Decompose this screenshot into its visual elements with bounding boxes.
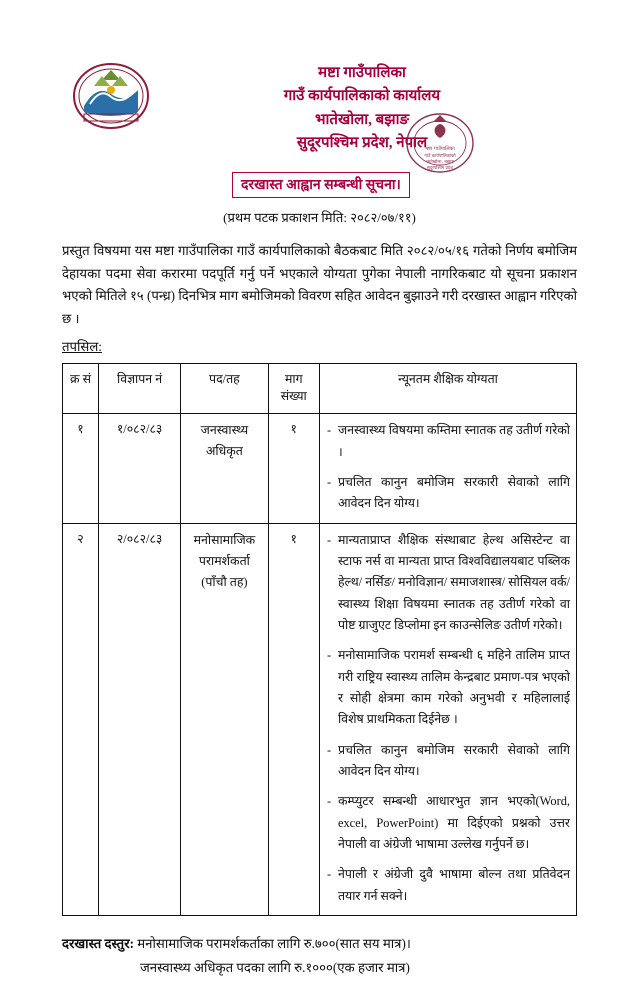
row2-advertisement-no: २/०८२/८३: [98, 523, 180, 915]
fee-line-1: [62, 932, 577, 956]
row2-post-level: (पाँचौ तह): [201, 574, 248, 589]
table-header: [63, 363, 577, 413]
table-body: [63, 414, 577, 916]
table-row: [63, 523, 577, 915]
th-serial: क्र सं: [63, 363, 99, 413]
row2-demand: १: [268, 523, 319, 915]
list-item: - मान्यताप्राप्त शैक्षिक संस्थाबाट हेल्थ असिस्टेन्ट वा स्टाफ नर्स वा मान्यता प्राप्त विश्वविद्यालयबाट पब्लिक हेल्थ/ नर्सिङ/ मनोविज्ञान/ समाजशास्त्र/ सोसियल वर्क/ स्वास्थ्य शिक्षा विषयमा स्नातक तह उतीर्ण गरेको वा पोष्ट ग्राजुएट डिप्लोमा इन काउन्सेलिङ उतीर्ण गरेको।: [326, 530, 570, 637]
row2-post: [181, 523, 268, 915]
list-item: - मनोसामाजिक परामर्श सम्बन्धी ६ महिने तालिम प्राप्त गरी राष्ट्रिय स्वास्थ्य तालिम केन्द्रबाट प्रमाण-पत्र भएको र सोही क्षेत्रमा काम गरेको अनुभवी र महिलालाई विशेष प्राथमिकता दिईनेछ ।: [326, 645, 570, 730]
org-line-4: सुदूरपश्चिम प्रदेश, नेपाल: [296, 134, 428, 151]
list-item: - प्रचलित कानुन बमोजिम सरकारी सेवाको लागि आवेदन दिन योग्य।: [326, 472, 570, 515]
row2-post-title: मनोसामाजिक परामर्शकर्ता: [193, 532, 256, 568]
organization-heading: [232, 62, 492, 155]
th-demand-number: माग संख्या: [268, 363, 319, 413]
row1-post: [181, 414, 268, 523]
th-advertisement-no: विज्ञापन नं: [98, 363, 180, 413]
fee-value-health-officer: जनस्वास्थ्य अधिकृत पदका लागि रु.१०००(एक हजार मात्र): [140, 960, 410, 976]
row1-serial: १: [63, 414, 99, 523]
org-line-1: मष्टा गाउँपालिका: [318, 65, 406, 81]
row1-qualifications: [319, 414, 576, 523]
org-line-2: गाउँ कार्यपालिकाको कार्यालय: [283, 88, 441, 105]
fee-value-counselor: मनोसामाजिक परामर्शकर्ताका लागि रु.७००(सात सय मात्र)।: [137, 935, 411, 951]
municipality-emblem: [72, 60, 150, 132]
vacancy-table: [62, 363, 577, 916]
document-header: [0, 0, 639, 193]
tapsil-label: तपसिल:: [62, 338, 102, 354]
row2-qualifications: [319, 523, 576, 915]
svg-text:सुदूरपश्चिम प्रदेश: सुदूरपश्चिम प्रदेश: [427, 165, 453, 170]
intro-paragraph: प्रस्तुत विषयमा यस मष्टा गाउँपालिका गाउँ कार्यपालिकाको बैठकबाट मिति २०८२/०५/१६ गतेको निर्णय बमोजिम देहायका पदमा सेवा करारमा पदपूर्ति गर्नु पर्ने भएकाले योग्यता पुगेका नेपाली नागरिकबाट यो सूचना प्रकाशन भएको मितिले १५ (पन्ध्र) दिनभित्र माग बमोजिमको विवरण सहित आवेदन बुझाउने गरी दरखास्त आह्वान गरिएको छ ।: [62, 243, 577, 327]
svg-text:मष्टा गाउँपालिका: मष्टा गाउँपालिका: [425, 146, 455, 152]
row1-demand: १: [268, 414, 319, 523]
list-item: - प्रचलित कानुन बमोजिम सरकारी सेवाको लागि आवेदन दिन योग्य।: [326, 740, 570, 783]
th-minimum-qualification: न्यूनतम शैक्षिक योग्यता: [319, 363, 576, 413]
row1-post-title: जनस्वास्थ्य अधिकृत: [200, 423, 249, 459]
document-body: [0, 240, 639, 916]
svg-text:भातेखोला, बझाङ: भातेखोला, बझाङ: [425, 160, 455, 165]
publication-date: (प्रथम पटक प्रकाशन मिति: २०८२/०७/११): [223, 210, 416, 225]
fee-label: दरखास्त दस्तुर:: [62, 935, 134, 951]
application-fee-section: [0, 932, 639, 981]
table-header-row: [63, 363, 577, 413]
notice-title: दरखास्त आह्वान सम्बन्धी सूचना।: [232, 172, 410, 198]
list-item: - कम्प्युटर सम्बन्धी आधारभुत ज्ञान भएको(Word, excel, PowerPoint) मा दिईएको प्रश्नको उत्तर नेपाली वा अंग्रेजी भाषामा उल्लेख गर्नुपर्ने छ।: [326, 791, 570, 855]
table-row: [63, 414, 577, 523]
row1-advertisement-no: १/०८२/८३: [98, 414, 180, 523]
th-post-level: पद/तह: [181, 363, 268, 413]
svg-text:गाउँ कार्यपालिकाको: गाउँ कार्यपालिकाको: [424, 154, 456, 159]
list-item: - नेपाली र अंग्रेजी दुवै भाषामा बोल्न तथा प्रतिवेदन तयार गर्न सक्ने।: [326, 864, 570, 907]
org-line-3: भातेखोला, बझाङ: [314, 111, 410, 128]
list-item: - जनस्वास्थ्य विषयमा कम्तिमा स्नातक तह उतीर्ण गरेको ।: [326, 420, 570, 463]
row2-serial: २: [63, 523, 99, 915]
